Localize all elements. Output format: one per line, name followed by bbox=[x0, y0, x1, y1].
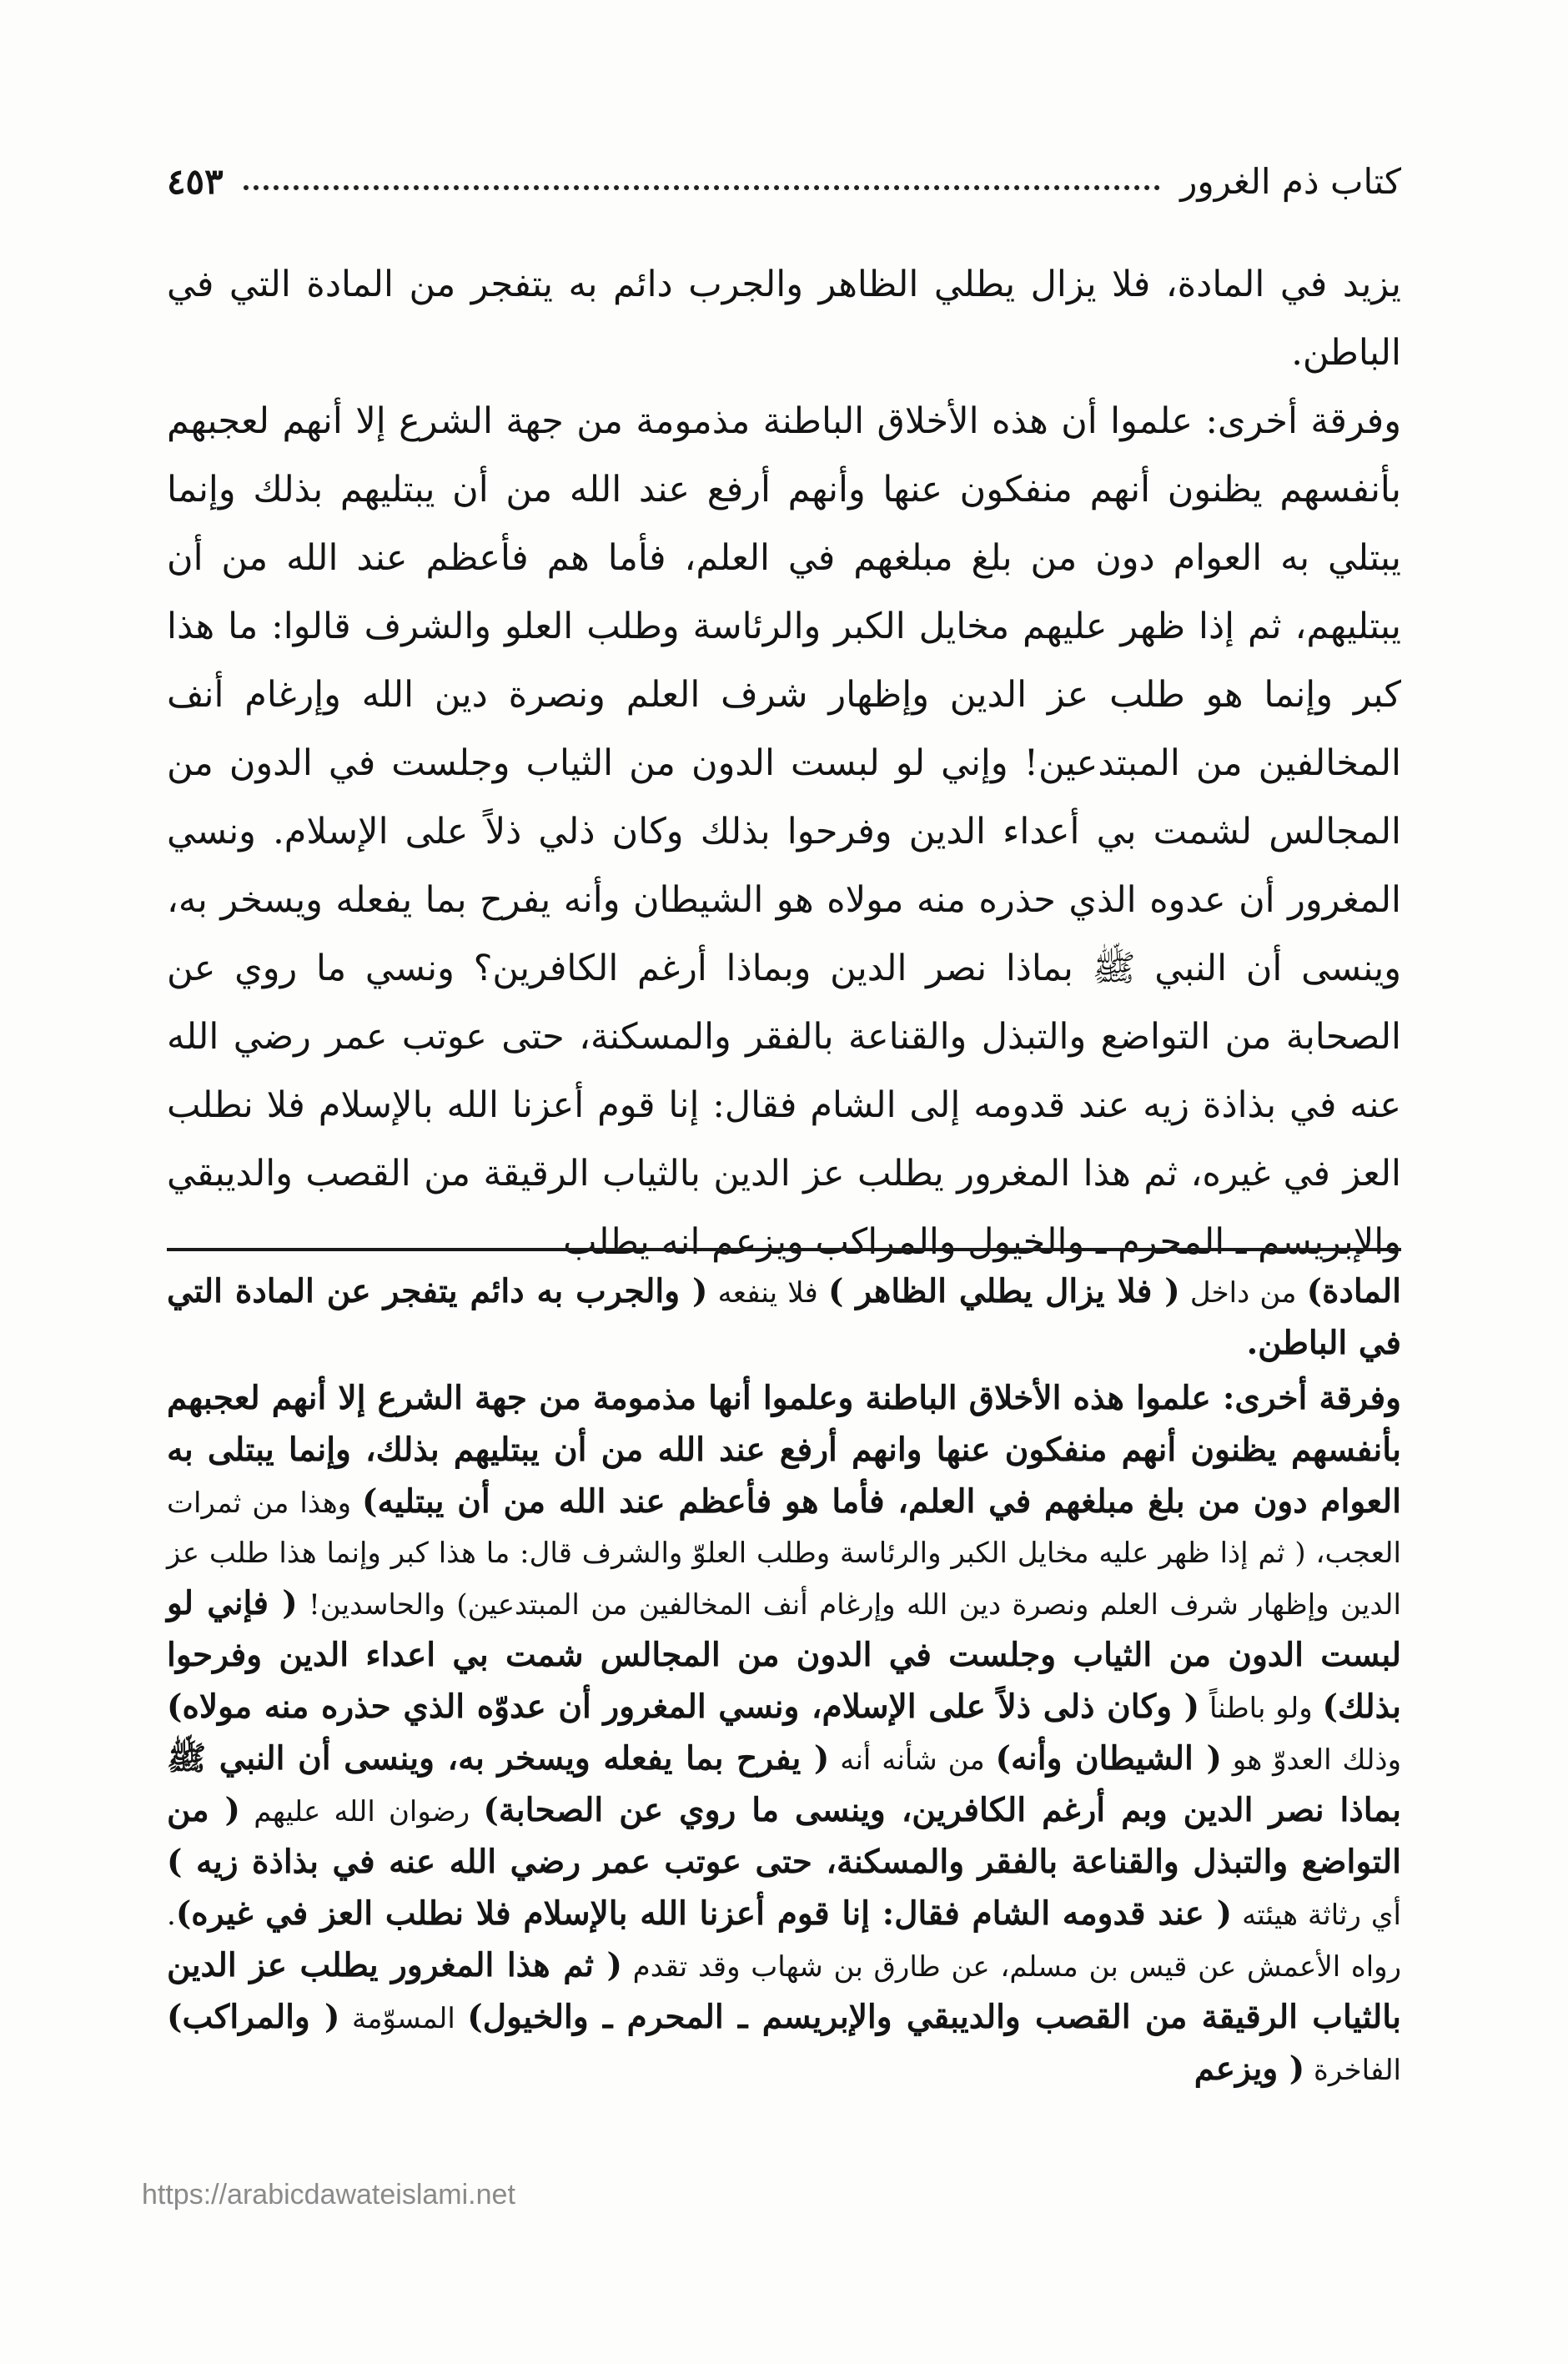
quoted-text: ( والمراكب) bbox=[167, 1998, 340, 2036]
quoted-text: ( والجرب به دائم يتفجر عن المادة التي في الباطن. bbox=[167, 1272, 1401, 1362]
quoted-text: ( فلا يزال يطلي الظاهر ) bbox=[827, 1272, 1180, 1310]
commentary-paragraph bbox=[167, 1266, 1401, 1370]
page-number: ٤٥٣ bbox=[167, 161, 224, 202]
quoted-text: ( يفرح بما يفعله ويسخر به، وينسى أن النبي ﷺ بماذا نصر الدين وبم أرغم الكافرين، وينسى ما روي عن الصحابة) bbox=[167, 1739, 1401, 1829]
commentary-text: ( ثم إذا ظهر عليه مخايل الكبر والرئاسة وطلب العلوّ والشرف قال: ما هذا كبر وإنما هذا طلب عز الدين وإظهار شرف العلم ونصرة دين الله وإرغام أنف المخالفين من المبتدعين) bbox=[167, 1537, 1401, 1622]
commentary-text: المسوّمة bbox=[339, 2002, 468, 2035]
quoted-text: ( ويزعم bbox=[1194, 2050, 1305, 2088]
commentary-section bbox=[167, 1266, 1401, 2099]
main-paragraph: يزيد في المادة، فلا يزال يطلي الظاهر والجرب دائم به يتفجر من المادة التي في الباطن. bbox=[167, 264, 1401, 374]
commentary-text: رضوان الله عليهم bbox=[240, 1795, 484, 1828]
quoted-text: ( عند قدومه الشام فقال: إنا قوم أعزنا الله بالإسلام فلا نطلب العز في غيره) bbox=[175, 1894, 1233, 1933]
commentary-text: فلا ينفعه bbox=[707, 1276, 828, 1310]
book-title: كتاب ذم الغرور bbox=[1180, 161, 1401, 202]
running-header bbox=[167, 143, 1401, 202]
commentary-text: وذلك العدوّ هو bbox=[1221, 1743, 1401, 1777]
quoted-text: ( وكان ذلى ذلاً على الإسلام، ونسي المغرور أن عدوّه الذي حذره منه مولاه) bbox=[167, 1687, 1200, 1726]
commentary-text: وهذا من ثمرات العجب، bbox=[167, 1486, 1401, 1570]
commentary-text: من شأنه أنه bbox=[829, 1743, 996, 1777]
footnote-divider bbox=[167, 1248, 1401, 1251]
commentary-paragraph bbox=[167, 1373, 1401, 2095]
commentary-text: . رواه الأعمش عن قيس بن مسلم، عن طارق بن شهاب وقد تقدم bbox=[167, 1899, 1401, 1984]
watermark-url: https://arabicdawateislami.net bbox=[142, 2179, 515, 2211]
commentary-text: أي رثاثة هيئته bbox=[1232, 1899, 1401, 1932]
quoted-text: ( فإني لو لبست الدون من الثياب وجلست في الدون من المجالس شمت بي اعداء الدين وفرحوا بذلك) bbox=[167, 1584, 1401, 1726]
commentary-text: من داخل bbox=[1179, 1276, 1307, 1310]
commentary-text: ولو باطناً bbox=[1199, 1692, 1323, 1725]
quoted-text: المادة) bbox=[1306, 1272, 1401, 1310]
main-paragraph: وفرقة أخرى: علموا أن هذه الأخلاق الباطنة مذمومة من جهة الشرع إلا أنهم لعجبهم بأنفسهم يظنون أنهم منفكون عنها وأنهم أرفع عند الله من أن يبتليهم بذلك وإنما يبتلي به العوام دون من بلغ مبلغهم في العلم، فأما هم فأعظم عند الله من أن يبتليهم، ثم إذا ظهر عليهم مخايل الكبر والرئاسة وطلب العلو والشرف قالوا: ما هذا كبر وإنما هو طلب عز الدين وإظهار شرف العلم ونصرة دين الله وإرغام أنف المخالفين من المبتدعين! وإني لو لبست الدون من الثياب وجلست في الدون من المجالس لشمت بي أعداء الدين وفرحوا بذلك وكان ذلي ذلاً على الإسلام. ونسي المغرور أن عدوه الذي حذره منه مولاه هو الشيطان وأنه يفرح بما يفعله ويسخر به، وينسى أن النبي ﷺ بماذا نصر الدين وبماذا أرغم الكافرين؟ ونسي ما روي عن الصحابة من التواضع والتبذل والقناعة بالفقر والمسكنة، حتى عوتب عمر رضي الله عنه في بذاذة زيه عند قدومه إلى الشام فقال: إنا قوم أعزنا الله بالإسلام فلا نطلب العز في غيره، ثم هذا المغرور يطلب عز الدين بالثياب الرقيقة من القصب والديبقي والإبريسم ـ المحرم ـ والخيول والمراكب ويزعم انه يطلب bbox=[167, 400, 1401, 1263]
commentary-text: والحاسدين! bbox=[297, 1588, 457, 1622]
main-text bbox=[167, 250, 1401, 1276]
commentary-text: الفاخرة bbox=[1304, 2054, 1401, 2087]
quoted-text: وفرقة أخرى: علموا هذه الأخلاق الباطنة وعلموا أنها مذمومة من جهة الشرع إلا أنهم لعجبهم بأنفسهم يظنون أنهم منفكون عنها وانهم أرفع عند الله من أن يبتليهم بذلك، وإنما يبتلى به العوام دون من بلغ مبلغهم في العلم، فأما هو فأعظم عند الله من أن يبتليه) bbox=[167, 1379, 1402, 1521]
quoted-text: ( الشيطان وأنه) bbox=[995, 1739, 1222, 1778]
quoted-text: ( ثم هذا المغرور يطلب عز الدين بالثياب الرقيقة من القصب والديبقي والإبريسم ـ المحرم ـ والخيول) bbox=[167, 1946, 1401, 2036]
header-dot-leader bbox=[244, 185, 1160, 190]
quoted-text: ( من التواضع والتبذل والقناعة بالفقر والمسكنة، حتى عوتب عمر رضي الله عنه في بذاذة زيه ) bbox=[167, 1791, 1401, 1881]
